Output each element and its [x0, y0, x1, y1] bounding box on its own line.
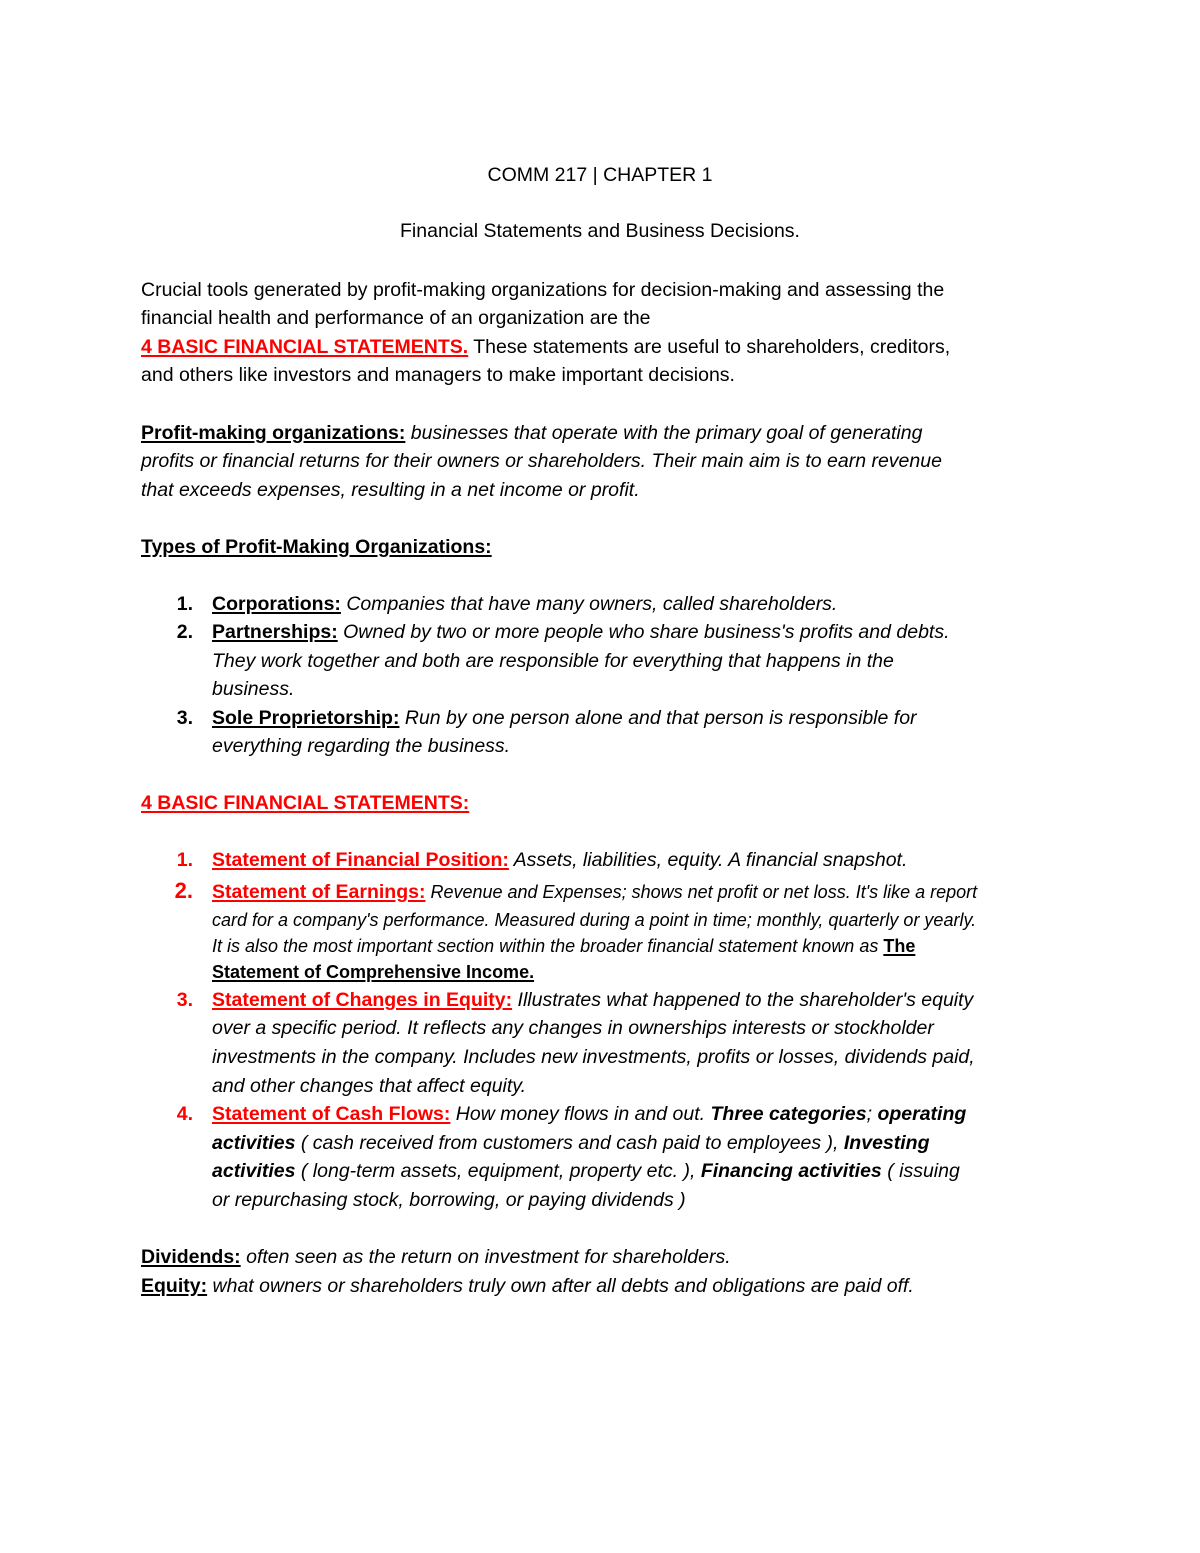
- intro-line-3: [141, 334, 950, 360]
- sole-proprietorship-term: Sole Proprietorship:: [212, 707, 400, 729]
- investing-label: Investing: [843, 1132, 930, 1154]
- dividends-text: often seen as the return on investment for shareholders.: [240, 1246, 731, 1268]
- equity-term: Equity:: [141, 1275, 208, 1297]
- financial-position-text: Assets, liabilities, equity. A financial snapshot.: [508, 849, 908, 871]
- partnerships-line-2: They work together and both are responsible for everything that happens in the: [212, 650, 894, 672]
- intro-line-1: Crucial tools generated by profit-making organizations for decision-making and assessing the: [141, 279, 945, 301]
- list-number: 1.: [176, 849, 193, 871]
- financial-position-term: Statement of Financial Position:: [212, 849, 509, 871]
- dividends-definition: [141, 1244, 731, 1270]
- activities-label: activities: [212, 1132, 296, 1154]
- statement-earnings: [212, 879, 977, 905]
- cash-flows-line-4: or repurchasing stock, borrowing, or paying dividends ): [212, 1189, 686, 1211]
- statement-cash-flows: [212, 1101, 966, 1127]
- profit-definition-rest: businesses that operate with the primary goal of generating: [405, 422, 923, 444]
- intro-line-3-rest: These statements are useful to shareholders, creditors,: [468, 336, 951, 358]
- profit-term: Profit-making organizations:: [141, 422, 406, 444]
- list-item-corporations: [212, 591, 837, 617]
- profit-definition-line-2: profits or financial returns for their owners or shareholders. Their main aim is to earn revenue: [141, 450, 942, 472]
- earnings-line-3: [212, 933, 915, 959]
- dividends-term: Dividends:: [141, 1246, 241, 1268]
- list-item-partnerships: [212, 619, 950, 645]
- operating-detail: ( cash received from customers and cash paid to employees ),: [295, 1132, 844, 1154]
- list-number: 2.: [176, 621, 193, 643]
- partnerships-line-3: business.: [212, 678, 295, 700]
- corporations-term: Corporations:: [212, 593, 341, 615]
- cash-flows-line-3: [212, 1158, 960, 1184]
- list-number: 2.: [174, 878, 193, 903]
- activities-label: activities: [212, 1160, 296, 1182]
- financing-detail-start: ( issuing: [881, 1160, 960, 1182]
- list-item-sole-proprietorship: [212, 705, 917, 731]
- intro-line-4: and others like investors and managers to make important decisions.: [141, 364, 735, 386]
- intro-line-2: financial health and performance of an organization are the: [141, 307, 651, 329]
- earnings-line-3-bold: The: [883, 936, 916, 956]
- earnings-text: Revenue and Expenses; shows net profit or net loss. It's like a report: [425, 882, 978, 902]
- types-heading: Types of Profit-Making Organizations:: [141, 536, 492, 558]
- financing-label: Financing activities: [700, 1160, 882, 1182]
- operating-label: operating: [877, 1103, 967, 1125]
- list-number: 3.: [176, 989, 193, 1011]
- separator-text: ;: [866, 1103, 878, 1125]
- partnerships-text: Owned by two or more people who share business's profits and debts.: [337, 621, 950, 643]
- three-categories: Three categories: [710, 1103, 867, 1125]
- sole-proprietorship-line-2: everything regarding the business.: [212, 735, 511, 757]
- profit-definition-line-1: [141, 420, 922, 446]
- sole-proprietorship-text: Run by one person alone and that person is responsible for: [399, 707, 917, 729]
- statement-financial-position: [212, 847, 907, 873]
- partnerships-term: Partnerships:: [212, 621, 338, 643]
- list-number: 1.: [176, 593, 193, 615]
- changes-in-equity-line-3: investments in the company. Includes new investments, profits or losses, dividends paid,: [212, 1046, 975, 1068]
- statements-heading: 4 BASIC FINANCIAL STATEMENTS:: [141, 792, 470, 814]
- changes-in-equity-line-2: over a specific period. It reflects any changes in ownerships interests or stockholder: [212, 1017, 934, 1039]
- cash-flows-term: Statement of Cash Flows:: [212, 1103, 451, 1125]
- investing-detail: ( long-term assets, equipment, property etc. ),: [295, 1160, 701, 1182]
- cash-flows-line-2: [212, 1130, 930, 1156]
- earnings-term: Statement of Earnings:: [212, 881, 426, 903]
- list-number: 4.: [176, 1103, 193, 1125]
- course-title: COMM 217 | CHAPTER 1: [487, 164, 713, 186]
- corporations-text: Companies that have many owners, called shareholders.: [340, 593, 838, 615]
- document-subtitle: Financial Statements and Business Decisions.: [400, 220, 800, 242]
- list-number: 3.: [176, 707, 193, 729]
- intro-highlight: 4 BASIC FINANCIAL STATEMENTS.: [141, 336, 469, 358]
- changes-in-equity-term: Statement of Changes in Equity:: [212, 989, 513, 1011]
- equity-text: what owners or shareholders truly own after all debts and obligations are paid off.: [207, 1275, 914, 1297]
- equity-definition: [141, 1273, 914, 1299]
- statement-changes-in-equity: [212, 987, 973, 1013]
- changes-in-equity-text: Illustrates what happened to the shareholder's equity: [512, 989, 974, 1011]
- earnings-line-2: card for a company's performance. Measured during a point in time; monthly, quarterly or yearly.: [212, 910, 977, 930]
- cash-flows-text: How money flows in and out.: [450, 1103, 711, 1125]
- comprehensive-income-term: Statement of Comprehensive Income.: [212, 962, 535, 982]
- profit-definition-line-3: that exceeds expenses, resulting in a net income or profit.: [141, 479, 640, 501]
- changes-in-equity-line-4: and other changes that affect equity.: [212, 1075, 527, 1097]
- earnings-line-3-text: It is also the most important section within the broader financial statement known as: [212, 936, 884, 956]
